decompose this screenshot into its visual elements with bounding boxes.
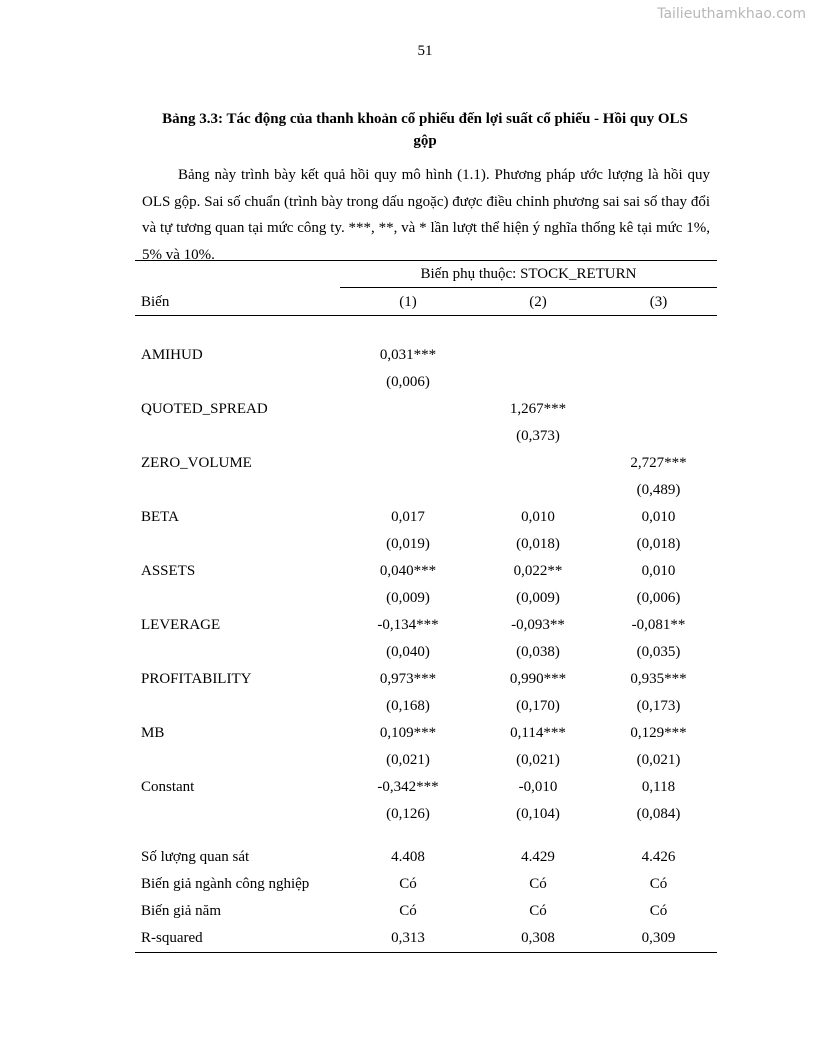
std-error-row-value-1: (0,021)	[386, 752, 430, 768]
std-error-row-value-1: (0,009)	[386, 590, 430, 606]
summary-row-value-2: 0,308	[521, 930, 555, 946]
table-description: Bảng này trình bày kết quả hồi quy mô hình (1.1). Phương pháp ước lượng là hồi quy OLS gộp. Sai số chuẩn (trình bày trong dấu ngoặc) được điều chỉnh phương sai sai số thay đổi và tự tương quan tại mức công ty. ***, **, và * lần lượt thể hiện ý nghĩa thống kê tại mức 1%, 5% và 10%.	[142, 167, 710, 263]
summary-row-value-1: 4.408	[391, 849, 425, 865]
coefficient-row-value-1: 0,109***	[379, 725, 437, 741]
coefficient-row-label: Constant	[141, 779, 195, 795]
summary-row-value-3: 0,309	[641, 930, 676, 946]
coefficient-row-value-2: 0,022**	[513, 563, 563, 579]
summary-row-value-1: Có	[399, 903, 417, 919]
std-error-row-value-1: (0,126)	[386, 806, 430, 822]
dependent-variable-header: Biến phụ thuộc: STOCK_RETURN	[420, 266, 637, 282]
summary-row-value-3: Có	[649, 903, 668, 919]
table-title: Bảng 3.3: Tác động của thanh khoản cổ phiếu đến lợi suất cổ phiếu - Hồi quy OLS gộp	[162, 111, 688, 149]
summary-row-value-2: Có	[529, 903, 547, 919]
coefficient-row-value-3: -0,081**	[631, 617, 686, 633]
coefficient-row-value-2: -0,093**	[511, 617, 565, 633]
top-rule	[135, 260, 717, 261]
coefficient-row-label: LEVERAGE	[141, 617, 221, 633]
watermark: Tailieuthamkhao.com	[657, 6, 806, 22]
summary-row-value-1: Có	[399, 876, 417, 892]
page-number: 51	[417, 43, 433, 59]
summary-row-value-2: Có	[529, 876, 547, 892]
summary-row-value-1: 0,313	[391, 930, 425, 946]
coefficient-row-value-2: 0,114***	[510, 725, 566, 741]
coefficient-row-value-2: 0,990***	[509, 671, 567, 687]
summary-row-label: Biến giả ngành công nghiệp	[141, 876, 310, 892]
coefficient-row-label: PROFITABILITY	[141, 671, 252, 687]
coefficient-row-value-3: 0,118	[641, 779, 676, 795]
summary-row-value-3: 4.426	[641, 849, 676, 865]
coefficient-row-value-3: 0,010	[641, 563, 676, 579]
std-error-row-value-3: (0,489)	[636, 482, 681, 498]
coefficient-row-label: ZERO_VOLUME	[141, 455, 252, 471]
column-header-2: (2)	[529, 294, 547, 310]
column-header-3: (3)	[649, 294, 668, 310]
std-error-row-value-3: (0,006)	[636, 590, 681, 606]
summary-row-label: Biến giả năm	[141, 903, 221, 919]
coefficient-row-value-1: -0,134***	[377, 617, 439, 633]
summary-row-label: R-squared	[141, 930, 203, 946]
coefficient-row-label: AMIHUD	[141, 347, 203, 363]
summary-row-value-2: 4.429	[521, 849, 555, 865]
std-error-row-value-2: (0,104)	[516, 806, 560, 822]
coefficient-row-value-1: 0,031***	[379, 347, 437, 363]
std-error-row-value-2: (0,018)	[516, 536, 560, 552]
summary-row-value-3: Có	[649, 876, 668, 892]
coefficient-row-value-1: 0,973***	[379, 671, 437, 687]
std-error-row-value-3: (0,084)	[636, 806, 681, 822]
std-error-row-value-3: (0,173)	[636, 698, 681, 714]
std-error-row-value-1: (0,040)	[386, 644, 430, 660]
std-error-row-value-2: (0,021)	[516, 752, 560, 768]
coefficient-row-value-1: 0,040***	[379, 563, 437, 579]
std-error-row-value-2: (0,009)	[516, 590, 560, 606]
std-error-row-value-1: (0,019)	[386, 536, 430, 552]
coefficient-row-value-3: 0,129***	[630, 725, 687, 741]
header-bottom-rule	[135, 315, 717, 316]
std-error-row-value-2: (0,373)	[516, 428, 560, 444]
coefficient-row-value-3: 2,727***	[630, 455, 687, 471]
coefficient-row-value-2: 1,267***	[509, 401, 567, 417]
coefficient-row-value-3: 0,935***	[630, 671, 687, 687]
std-error-row-value-3: (0,035)	[636, 644, 681, 660]
coefficient-row-value-3: 0,010	[641, 509, 676, 525]
std-error-row-value-3: (0,018)	[636, 536, 681, 552]
coefficient-row-value-1: -0,342***	[377, 779, 439, 795]
std-error-row-value-1: (0,006)	[386, 374, 430, 390]
coefficient-row-label: ASSETS	[141, 563, 196, 579]
std-error-row-value-1: (0,168)	[386, 698, 430, 714]
dependent-header-rule	[340, 287, 717, 288]
summary-row-label: Số lượng quan sát	[141, 849, 250, 865]
coefficient-row-value-1: 0,017	[391, 509, 425, 525]
column-header-1: (1)	[399, 294, 417, 310]
coefficient-row-label: MB	[141, 725, 165, 741]
coefficient-row-value-2: -0,010	[518, 779, 558, 795]
coefficient-row-label: QUOTED_SPREAD	[141, 401, 268, 417]
std-error-row-value-2: (0,038)	[516, 644, 560, 660]
std-error-row-value-3: (0,021)	[636, 752, 681, 768]
bottom-rule	[135, 952, 717, 953]
std-error-row-value-2: (0,170)	[516, 698, 560, 714]
variable-column-header: Biến	[141, 294, 170, 310]
coefficient-row-value-2: 0,010	[521, 509, 555, 525]
coefficient-row-label: BETA	[141, 509, 179, 525]
